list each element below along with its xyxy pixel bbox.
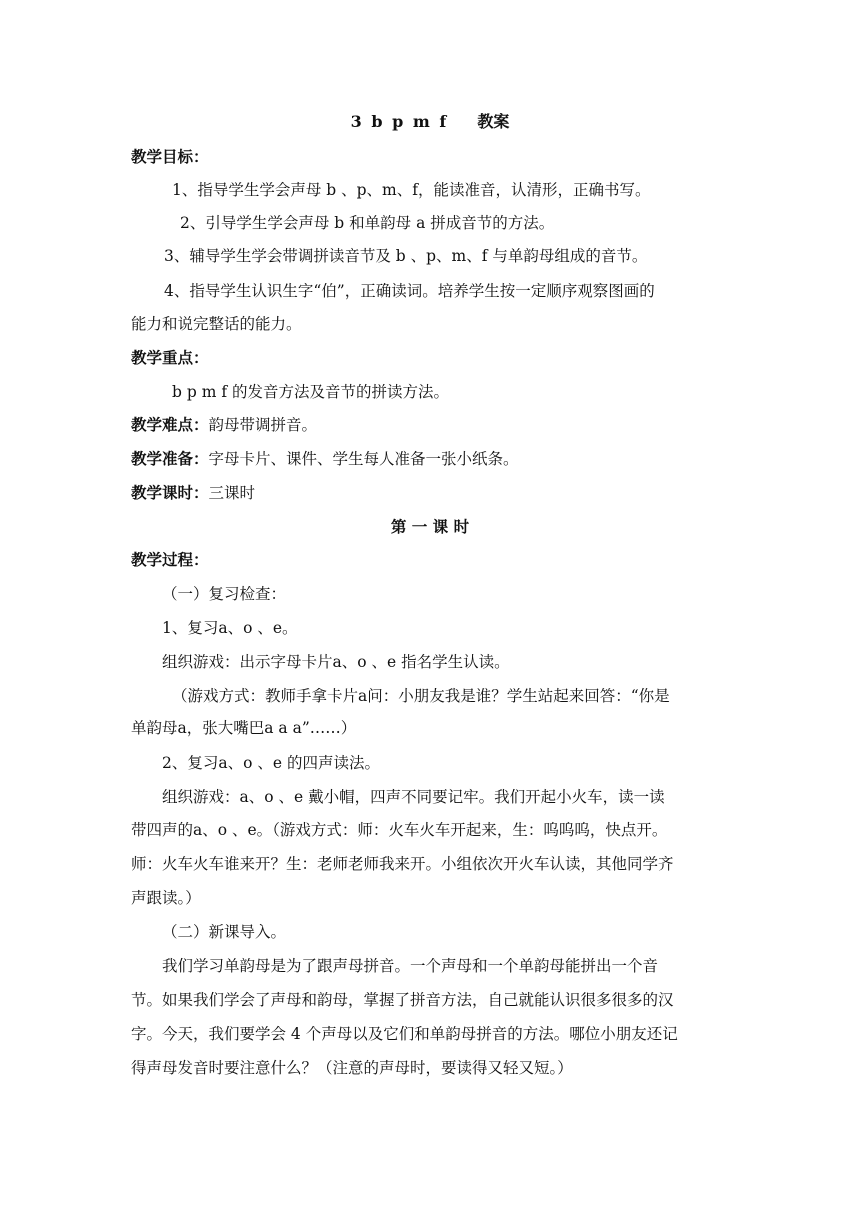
process-line-6: 2、复习a、o 、e 的四声读法。 xyxy=(162,754,380,772)
difficulty-text: 韵母带调拼音。 xyxy=(208,416,318,434)
prep-label: 教学准备： xyxy=(131,449,209,468)
hours-label: 教学课时： xyxy=(131,483,209,502)
lesson-heading: 第 一 课 时 xyxy=(390,517,470,536)
objective-2: 2、引导学生学会声母 b 和单韵母 a 拼成音节的方法。 xyxy=(180,214,555,232)
process-line-11: （二）新课导入。 xyxy=(162,923,287,941)
process-line-3: 组织游戏：出示字母卡片a、o 、e 指名学生认读。 xyxy=(162,653,510,671)
process-line-14: 字。今天，我们要学会 4 个声母以及它们和单韵母拼音的方法。哪位小朋友还记 xyxy=(131,1025,678,1043)
process-line-12: 我们学习单韵母是为了跟声母拼音。一个声母和一个单韵母能拼出一个音 xyxy=(162,957,659,975)
process-line-1: （一）复习检查： xyxy=(162,585,287,603)
document-title xyxy=(0,112,860,132)
focus-heading: 教学重点： xyxy=(131,348,209,367)
difficulty-label: 教学难点： xyxy=(131,415,209,434)
process-line-15: 得声母发音时要注意什么？（注意的声母时，要读得又轻又短。） xyxy=(131,1059,573,1077)
process-heading: 教学过程： xyxy=(131,550,209,569)
process-line-8: 带四声的a、o 、e。（游戏方式：师：火车火车开起来，生：呜呜呜，快点开。 xyxy=(131,821,668,839)
process-line-7: 组织游戏：a、o 、e 戴小帽，四声不同要记牢。我们开起小火车，读一读 xyxy=(162,788,665,806)
title-main: 3 b p m f xyxy=(350,112,449,131)
objectives-heading: 教学目标： xyxy=(131,147,209,166)
objective-4-continued: 能力和说完整话的能力。 xyxy=(131,315,302,333)
prep-text: 字母卡片、课件、学生每人准备一张小纸条。 xyxy=(208,450,519,468)
objective-4: 4、指导学生认识生字“伯”，正确读词。培养学生按一定顺序观察图画的 xyxy=(164,282,655,300)
process-line-13: 节。如果我们学会了声母和韵母，掌握了拼音方法，自己就能认识很多很多的汉 xyxy=(131,991,674,1009)
process-line-4: （游戏方式：教师手拿卡片a问：小朋友我是谁？学生站起来回答：“你是 xyxy=(172,687,670,705)
difficulty-row xyxy=(131,415,317,435)
process-line-2: 1、复习a、o 、e。 xyxy=(162,619,298,637)
process-line-9: 师：火车火车谁来开？生：老师老师我来开。小组依次开火车认读，其他同学齐 xyxy=(131,855,674,873)
focus-text: b p m f 的发音方法及音节的拼读方法。 xyxy=(172,383,449,401)
title-suffix: 教案 xyxy=(477,112,510,131)
prep-row xyxy=(131,449,519,469)
objective-3: 3、辅导学生学会带调拼读音节及 b 、p、m、f 与单韵母组成的音节。 xyxy=(164,247,648,265)
hours-row xyxy=(131,483,255,503)
process-line-10: 声跟读。） xyxy=(131,889,201,907)
objective-1: 1、指导学生学会声母 b 、p、m、f，能读准音，认清形，正确书写。 xyxy=(172,181,651,199)
process-line-5: 单韵母a，张大嘴巴a a a”……） xyxy=(131,719,357,737)
hours-text: 三课时 xyxy=(208,484,256,502)
